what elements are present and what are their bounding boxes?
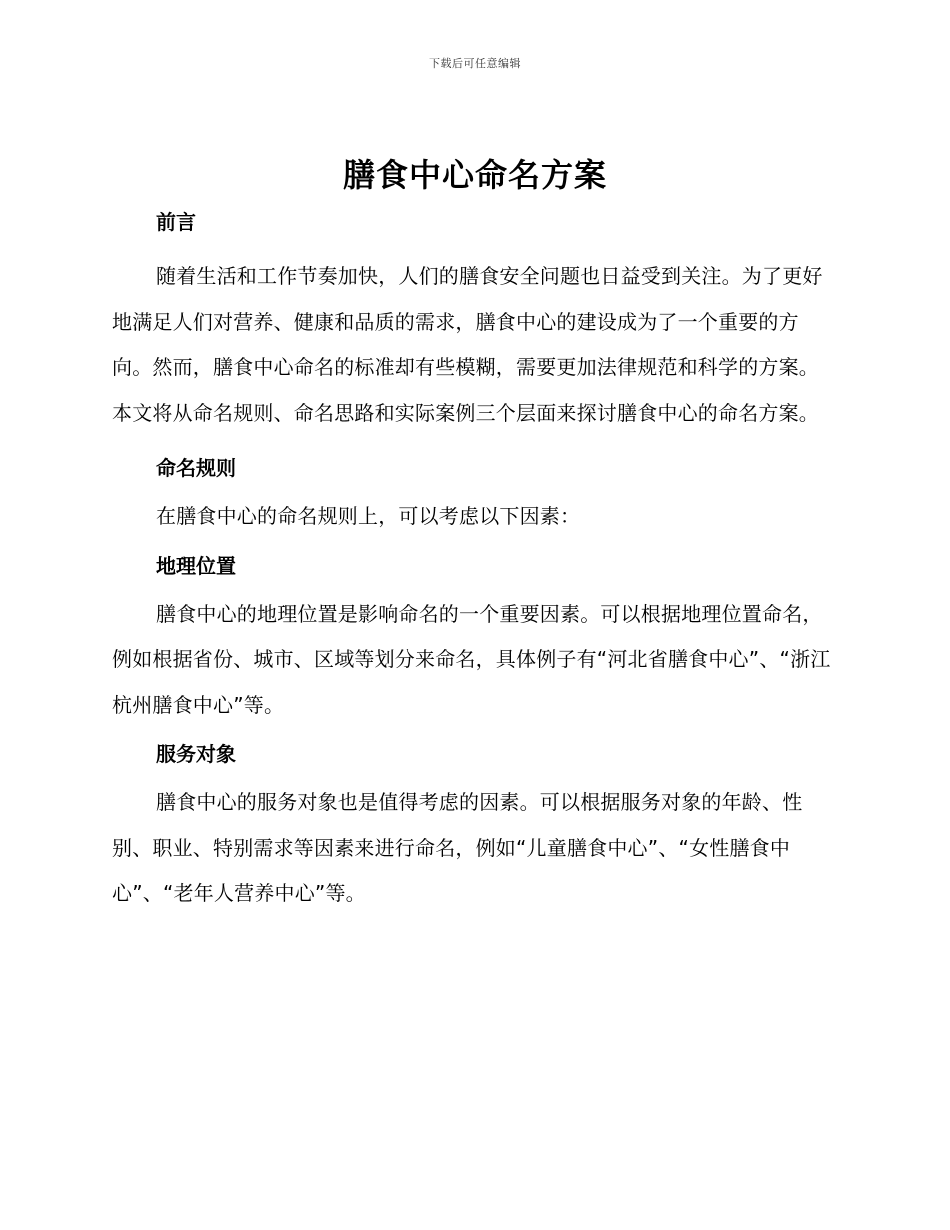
document-body	[112, 200, 832, 917]
paragraph-naming-rules: 在膳食中心的命名规则上，可以考虑以下因素：	[156, 504, 581, 528]
document-title: 膳食中心命名方案	[342, 156, 607, 194]
paragraph-audience: 膳食中心的服务对象也是值得考虑的因素。可以根据服务对象的年龄、性别、职业、特别需求等因素来进行命名，例如“儿童膳食中心”、“女性膳食中心”、“老年人营养中心”等。	[112, 790, 803, 905]
section-heading-audience: 服务对象	[156, 742, 236, 766]
header-note: 下载后可任意编辑	[429, 57, 521, 70]
section-heading-location: 地理位置	[156, 553, 236, 578]
section-heading-preface: 前言	[156, 210, 196, 234]
paragraph-location: 膳食中心的地理位置是影响命名的一个重要因素。可以根据地理位置命名，例如根据省份、城市、区域等划分来命名，具体例子有“河北省膳食中心”、“浙江杭州膳食中心”等。	[112, 601, 831, 717]
section-heading-naming-rules: 命名规则	[156, 456, 236, 480]
paragraph-preface: 随着生活和工作节奏加快，人们的膳食安全问题也日益受到关注。为了更好地满足人们对营养、健康和品质的需求，膳食中心的建设成为了一个重要的方向。然而，膳食中心命名的标准却有些模糊，需要更加法律规范和科学的方案。本文将从命名规则、命名思路和实际案例三个层面来探讨膳食中心的命名方案。	[112, 264, 823, 425]
